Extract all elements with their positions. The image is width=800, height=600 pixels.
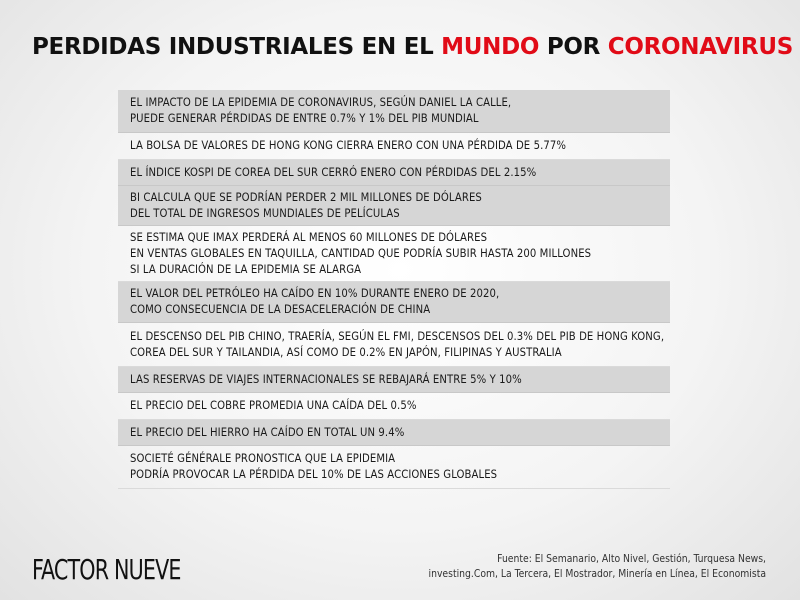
sources-line-1: Fuente: El Semanario, Alto Nivel, Gestión, Turquesa News, (497, 553, 766, 565)
title-part-2: POR (539, 34, 608, 60)
fact-row (118, 446, 670, 489)
fact-line: COREA DEL SUR Y TAILANDIA, ASÍ COMO DE 0.2% EN JAPÓN, FILIPINAS Y AUSTRALIA (130, 345, 562, 359)
fact-row (118, 160, 670, 186)
fact-line: EL IMPACTO DE LA EPIDEMIA DE CORONAVIRUS, SEGÚN DANIEL LA CALLE, (130, 96, 512, 109)
fact-line: BI CALCULA QUE SE PODRÍAN PERDER 2 MIL MILLONES DE DÓLARES (130, 190, 482, 204)
fact-line: LAS RESERVAS DE VIAJES INTERNACIONALES SE REBAJARÁ ENTRE 5% Y 10% (130, 372, 522, 386)
fact-row (118, 323, 670, 367)
page-title (32, 34, 793, 60)
facts-list (118, 90, 670, 489)
fact-row (118, 393, 670, 420)
fact-line: SOCIETÉ GÉNÉRALE PRONOSTICA QUE LA EPIDEMIA (130, 452, 396, 465)
fact-line: EN VENTAS GLOBALES EN TAQUILLA, CANTIDAD QUE PODRÍA SUBIR HASTA 200 MILLONES (130, 246, 592, 260)
fact-line: EL ÍNDICE KOSPI DE COREA DEL SUR CERRÓ ENERO CON PÉRDIDAS DEL 2.15% (130, 165, 537, 179)
fact-line: DEL TOTAL DE INGRESOS MUNDIALES DE PELÍCULAS (130, 206, 400, 220)
fact-row (118, 367, 670, 393)
brand-logo: FACTOR NUEVE (32, 553, 181, 586)
title-highlight-mundo: MUNDO (441, 34, 540, 60)
fact-line: EL DESCENSO DEL PIB CHINO, TRAERÍA, SEGÚN EL FMI, DESCENSOS DEL 0.3% DEL PIB DE HONG KONG, (130, 329, 665, 343)
fact-line: EL PRECIO DEL HIERRO HA CAÍDO EN TOTAL UN 9.4% (130, 425, 405, 439)
fact-row (118, 90, 670, 133)
fact-line: SE ESTIMA QUE IMAX PERDERÁ AL MENOS 60 MILLONES DE DÓLARES (130, 230, 488, 244)
fact-row (118, 420, 670, 446)
fact-line: EL VALOR DEL PETRÓLEO HA CAÍDO EN 10% DURANTE ENERO DE 2020, (130, 287, 500, 300)
title-highlight-coronavirus: CORONAVIRUS (607, 34, 793, 60)
title-part-1: PERDIDAS INDUSTRIALES EN EL (32, 34, 442, 60)
fact-line: COMO CONSECUENCIA DE LA DESACELERACIÓN DE CHINA (130, 303, 431, 316)
fact-line: LA BOLSA DE VALORES DE HONG KONG CIERRA ENERO CON UNA PÉRDIDA DE 5.77% (130, 139, 567, 152)
fact-row (118, 186, 670, 226)
fact-line: SI LA DURACIÓN DE LA EPIDEMIA SE ALARGA (130, 262, 362, 276)
sources-line-2: investing.Com, La Tercera, El Mostrador, Minería en Línea, El Economista (428, 568, 766, 580)
fact-row (118, 226, 670, 282)
sources-note (429, 552, 767, 582)
fact-row (118, 133, 670, 160)
fact-line: PODRÍA PROVOCAR LA PÉRDIDA DEL 10% DE LAS ACCIONES GLOBALES (130, 468, 498, 481)
fact-row (118, 282, 670, 323)
fact-line: PUEDE GENERAR PÉRDIDAS DE ENTRE 0.7% Y 1% DEL PIB MUNDIAL (130, 112, 479, 125)
fact-line: EL PRECIO DEL COBRE PROMEDIA UNA CAÍDA DEL 0.5% (130, 399, 417, 412)
